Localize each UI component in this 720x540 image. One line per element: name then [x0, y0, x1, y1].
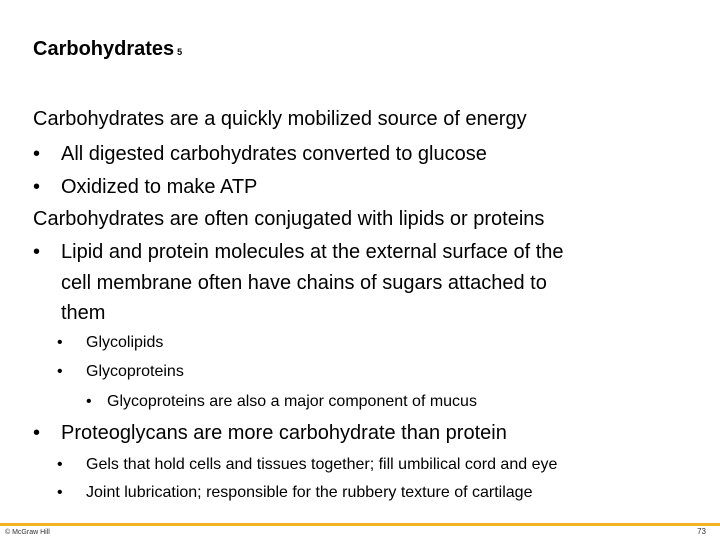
bullet-marker: •: [33, 143, 41, 165]
copyright-text: © McGraw Hill: [5, 529, 50, 536]
footer-accent-bar: [0, 523, 720, 526]
bullet-marker: •: [33, 241, 41, 263]
bullet-marker: •: [33, 176, 41, 198]
bullet-marker: •: [57, 363, 63, 380]
subbullet-text: Gels that hold cells and tissues together; fill umbilical cord and eye: [86, 456, 558, 473]
slide-title-number: 5: [177, 47, 183, 57]
bullet-text: Oxidized to make ATP: [61, 176, 258, 198]
bullet-text: Lipid and protein molecules at the external surface of the: [61, 241, 564, 263]
subbullet-text: Glycoproteins: [86, 363, 184, 380]
bullet-text: All digested carbohydrates converted to glucose: [61, 143, 487, 165]
bullet-marker: •: [33, 422, 41, 444]
paragraph-conjugated: Carbohydrates are often conjugated with lipids or proteins: [33, 208, 545, 230]
bullet-text: Proteoglycans are more carbohydrate than protein: [61, 422, 507, 444]
bullet-marker: •: [57, 456, 63, 473]
bullet-text: cell membrane often have chains of sugars attached to: [61, 272, 547, 294]
bullet-marker: •: [57, 334, 63, 351]
bullet-marker: •: [86, 393, 92, 410]
bullet-text: them: [61, 302, 106, 324]
bullet-marker: •: [57, 484, 63, 501]
subbullet-text: Joint lubrication; responsible for the rubbery texture of cartilage: [86, 484, 533, 501]
slide-title-text: Carbohydrates: [33, 38, 175, 60]
paragraph-energy: Carbohydrates are a quickly mobilized source of energy: [33, 108, 527, 130]
slide-title: [33, 38, 182, 61]
page-number: 73: [697, 527, 706, 536]
subbullet-text: Glycolipids: [86, 334, 164, 351]
subsubbullet-text: Glycoproteins are also a major component of mucus: [107, 393, 477, 410]
